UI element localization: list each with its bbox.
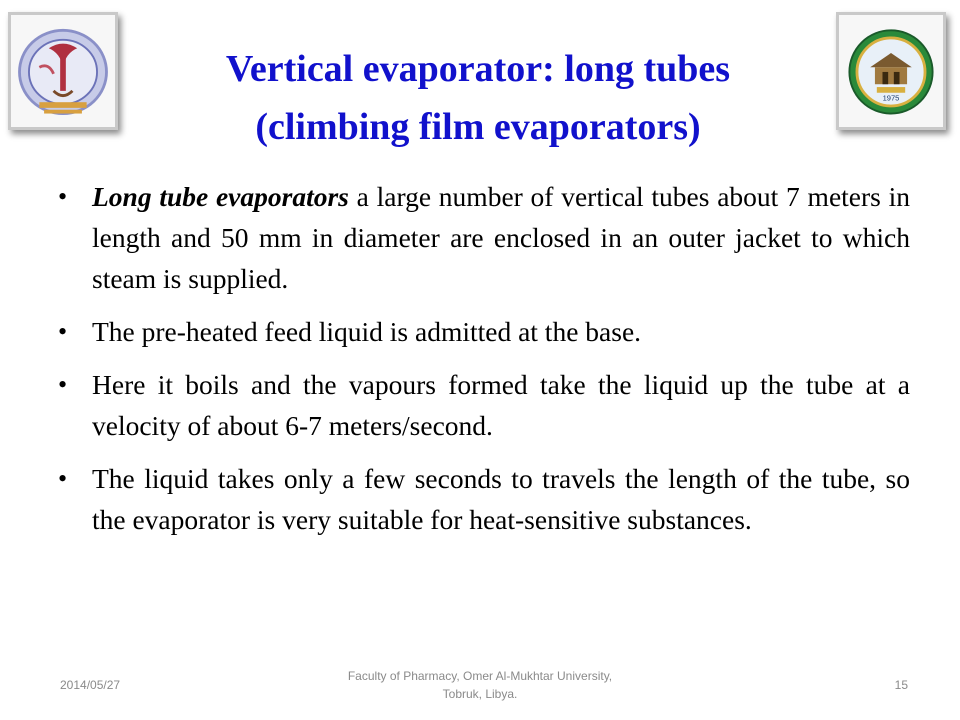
slide-title — [120, 40, 836, 156]
faculty-emblem-icon — [11, 15, 115, 127]
bullet-emphasis: Long tube evaporators — [92, 181, 349, 212]
faculty-logo — [8, 12, 118, 130]
title-line-1: Vertical evaporator: long tubes — [225, 48, 731, 90]
bullet-text: The liquid takes only a few seconds to travels the length of the tube, so the evaporator is very suitable for heat-sensitive substances. — [92, 463, 910, 535]
bullet-item — [58, 176, 910, 299]
bullet-dot-icon: • — [58, 464, 68, 493]
university-seal-icon — [839, 15, 943, 127]
bullet-dot-icon: • — [58, 317, 68, 346]
bullet-text: a large number of vertical tubes about 7 meters in length and 50 mm in diameter are enclosed in an outer jacket to which steam is supplied. — [92, 181, 910, 294]
bullet-item — [58, 458, 910, 540]
bullet-dot-icon: • — [58, 370, 68, 399]
title-line-2: (climbing film evaporators) — [255, 106, 701, 148]
bullet-text: The pre-heated feed liquid is admitted at the base. — [92, 316, 642, 347]
bullet-item — [58, 364, 910, 446]
bullet-item — [58, 311, 910, 352]
bullet-dot-icon: • — [58, 182, 68, 211]
footer-institution-line-2: Tobruk, Libya. — [442, 687, 518, 701]
university-seal — [836, 12, 946, 130]
footer-institution-line-1: Faculty of Pharmacy, Omer Al-Mukhtar University, — [347, 669, 613, 683]
slide-number: 15 — [894, 678, 908, 692]
svg-text:1975: 1975 — [882, 93, 900, 103]
footer-date: 2014/05/27 — [60, 678, 121, 692]
footer-institution — [300, 667, 660, 703]
bullet-list — [58, 176, 910, 552]
bullet-text: Here it boils and the vapours formed take the liquid up the tube at a velocity of about 6-7 meters/second. — [92, 369, 910, 441]
